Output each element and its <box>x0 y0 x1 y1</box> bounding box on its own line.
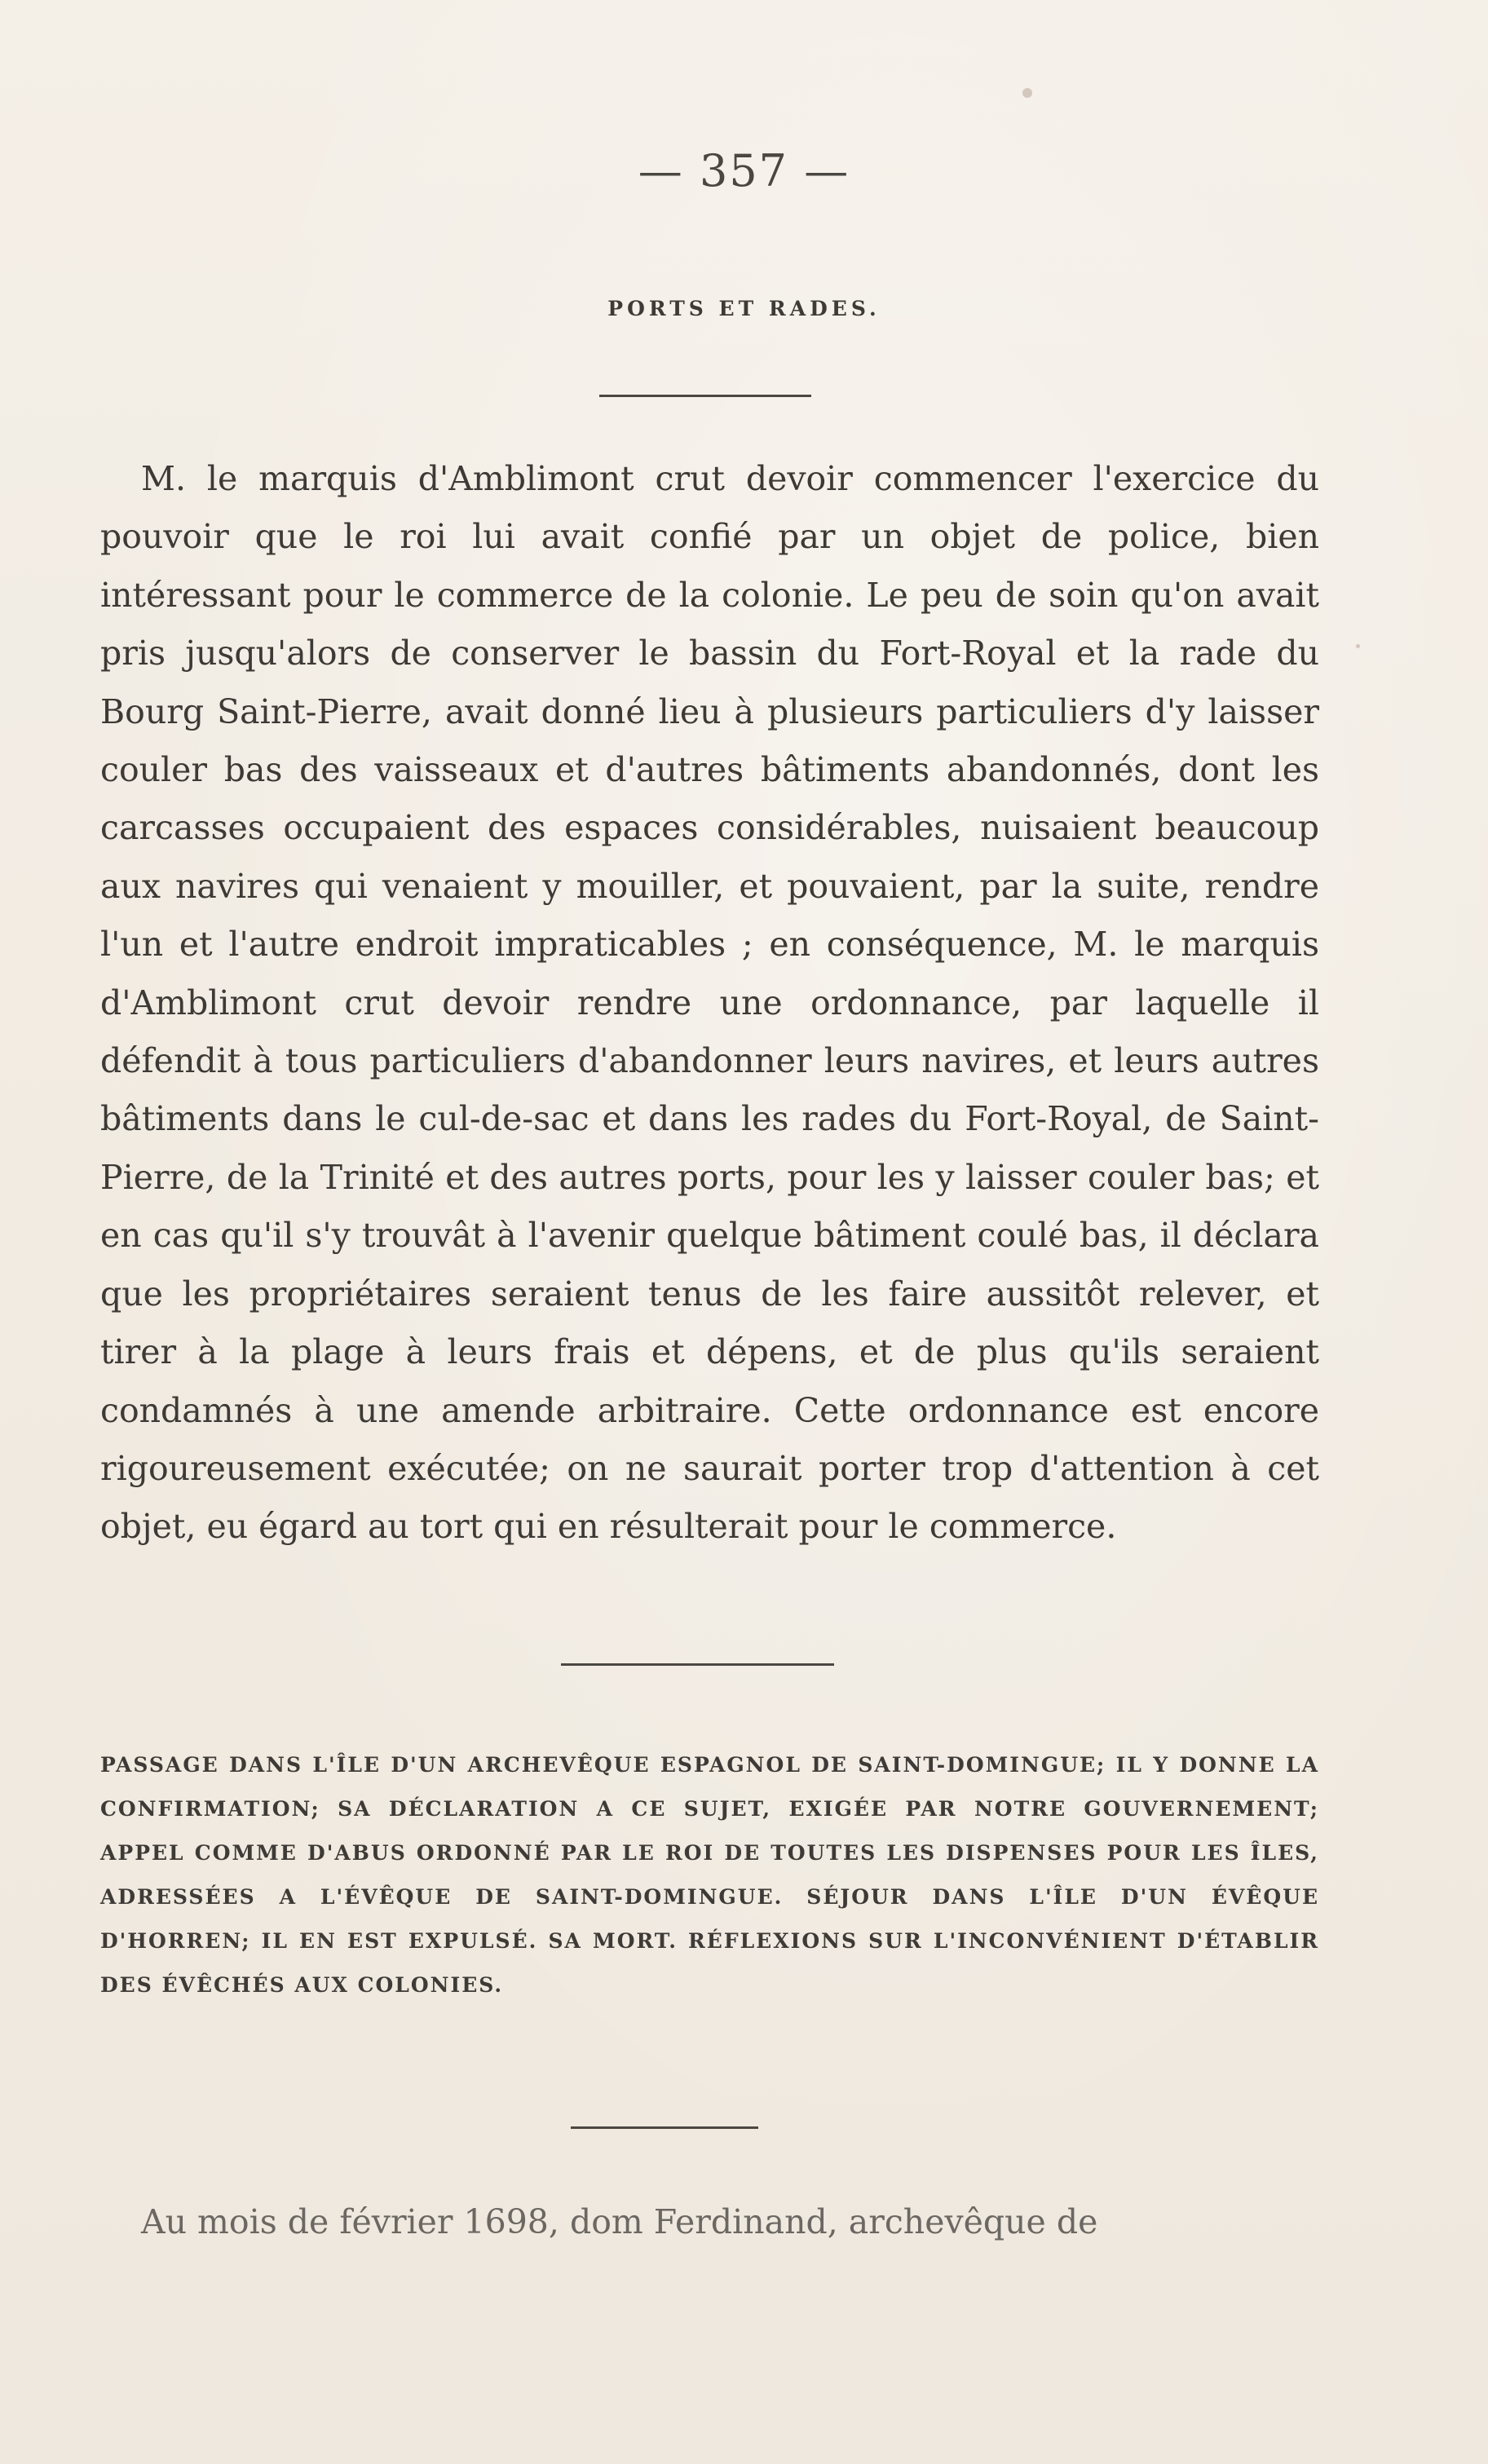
divider-rule <box>571 2126 758 2129</box>
body-paragraph: M. le marquis d'Amblimont crut devoir commencer l'exercice du pouvoir que le roi lui avait confié par un objet de police, bien intéressant pour le commerce de la colonie. Le peu de soin qu'on avait pris jusqu'alors de conserver le bassin du Fort-Royal et la rade du Bourg Saint-Pierre, avait donné lieu à plusieurs particuliers d'y laisser couler bas des vaisseaux et d'autres bâtiments abandonnés, dont les carcasses occupaient des espaces considérables, nuisaient beaucoup aux navires qui venaient y mouiller, et pouvaient, par la suite, rendre l'un et l'autre endroit impraticables ; en conséquence, M. le marquis d'Amblimont crut devoir rendre une ordonnance, par laquelle il défendit à tous particuliers d'abandonner leurs navires, et leurs autres bâtiments dans le cul-de-sac et dans les rades du Fort-Royal, de Saint-Pierre, de la Trinité et des autres ports, pour les y laisser couler bas; et en cas qu'il s'y trouvât à l'avenir quelque bâtiment coulé bas, il déclara que les propriétaires seraient tenus de les faire aussitôt relever, et tirer à la plage à leurs frais et dépens, et de plus qu'ils seraient condamnés à une amende arbitraire. Cette ordonnance est encore rigoureusement exécutée; on ne saurait porter trop d'attention à cet objet, eu égard au tort qui en résulterait pour le commerce. <box>100 459 1319 1547</box>
paragraph-start: Au mois de février 1698, dom Ferdinand, archevêque de <box>141 2202 1098 2241</box>
ink-spot <box>1356 644 1360 648</box>
page-number: — 357 — <box>638 145 850 197</box>
chapter-summary: PASSAGE DANS L'ÎLE D'UN ARCHEVÊQUE ESPAGNOL DE SAINT-DOMINGUE; IL Y DONNE LA CONFIRMATION; SA DÉCLARATION A CE SUJET, EXIGÉE PAR NOTRE GOUVERNEMENT; APPEL COMME D'ABUS ORDONNÉ PAR LE ROI DE TOUTES LES DISPENSES POUR LES ÎLES, ADRESSÉES A L'ÉVÊQUE DE SAINT-DOMINGUE. SÉJOUR DANS L'ÎLE D'UN ÉVÊQUE D'HORREN; IL EN EST EXPULSÉ. SA MORT. RÉFLEXIONS SUR L'INCONVÉNIENT D'ÉTABLIR DES ÉVÊCHÉS AUX COLONIES. <box>100 1753 1319 1997</box>
ink-spot <box>1022 88 1032 98</box>
divider-rule <box>561 1663 834 1666</box>
section-title: PORTS ET RADES. <box>607 297 881 320</box>
divider-rule <box>599 395 811 397</box>
